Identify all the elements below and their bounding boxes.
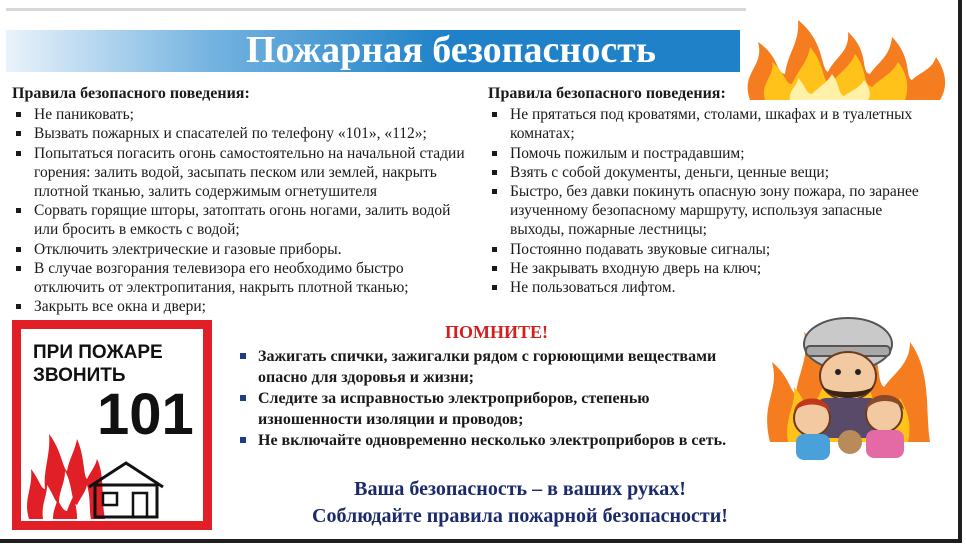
list-item: Быстро, без давки покинуть опасную зону пожара, по заранее изученному безопасному маршруту, используя запасные выходы, пожарные лестницы;: [488, 182, 933, 240]
list-item: Взять с собой документы, деньги, ценные вещи;: [488, 163, 933, 182]
list-item: Вызвать пожарных и спасателей по телефону «101», «112»;: [12, 124, 472, 143]
page-title: Пожарная безопасность: [246, 29, 656, 71]
list-item: Не прятаться под кроватями, столами, шкафах и в туалетных комнатах;: [488, 105, 933, 143]
list-item: Закрыть все окна и двери;: [12, 297, 472, 316]
list-item: Не закрывать входную дверь на ключ;: [488, 259, 933, 278]
list-item: Не пользоваться лифтом.: [488, 278, 933, 297]
top-divider: [6, 8, 746, 11]
list-item: В случае возгорания телевизора его необходимо быстро отключить от электропитания, накрыть плотной тканью;: [12, 259, 472, 297]
list-item: Помочь пожилым и пострадавшим;: [488, 144, 933, 163]
list-item: Постоянно подавать звуковые сигналы;: [488, 240, 933, 259]
list-item: Зажигать спички, зажигалки рядом с горюющими веществами опасно для здоровья и жизни;: [236, 346, 746, 388]
sign-panel: [21, 329, 203, 521]
list-item: Отключить электрические и газовые приборы.: [12, 240, 472, 259]
burning-house-icon: [21, 409, 203, 521]
slogan-line2: Соблюдайте правила пожарной безопасности!: [312, 505, 728, 527]
slogan-line1: Ваша безопасность – в ваших руках!: [354, 478, 686, 500]
remember-list: [236, 346, 746, 451]
sign-number: 101: [97, 382, 194, 447]
right-rules-heading: Правила безопасного поведения:: [488, 85, 726, 102]
title-banner: [6, 30, 740, 72]
list-item: Следите за исправностью электроприборов, степенью изношенности изоляции и проводов;: [236, 388, 746, 430]
remember-title: ПОМНИТЕ!: [445, 322, 548, 342]
list-item: Не паниковать;: [12, 105, 472, 124]
left-rules: [12, 84, 472, 316]
left-rules-heading: Правила безопасного поведения:: [12, 85, 250, 102]
list-item: Не включайте одновременно несколько электроприборов в сеть.: [236, 430, 746, 451]
list-item: Сорвать горящие шторы, затоптать огонь ногами, залить водой или бросить в емкость с водой;: [12, 201, 472, 239]
list-item: Попытаться погасить огонь самостоятельно на начальной стадии горения: залить водой, засыпать песком или землей, накрыть плотной тканью, залить содержимым огнетушителя: [12, 144, 472, 202]
firefighter-illustration: [760, 302, 940, 467]
emergency-sign: [12, 320, 212, 530]
sign-line1: ПРИ ПОЖАРЕ: [33, 342, 163, 363]
sign-line2: ЗВОНИТЬ: [33, 365, 126, 386]
right-rules: [488, 84, 933, 297]
